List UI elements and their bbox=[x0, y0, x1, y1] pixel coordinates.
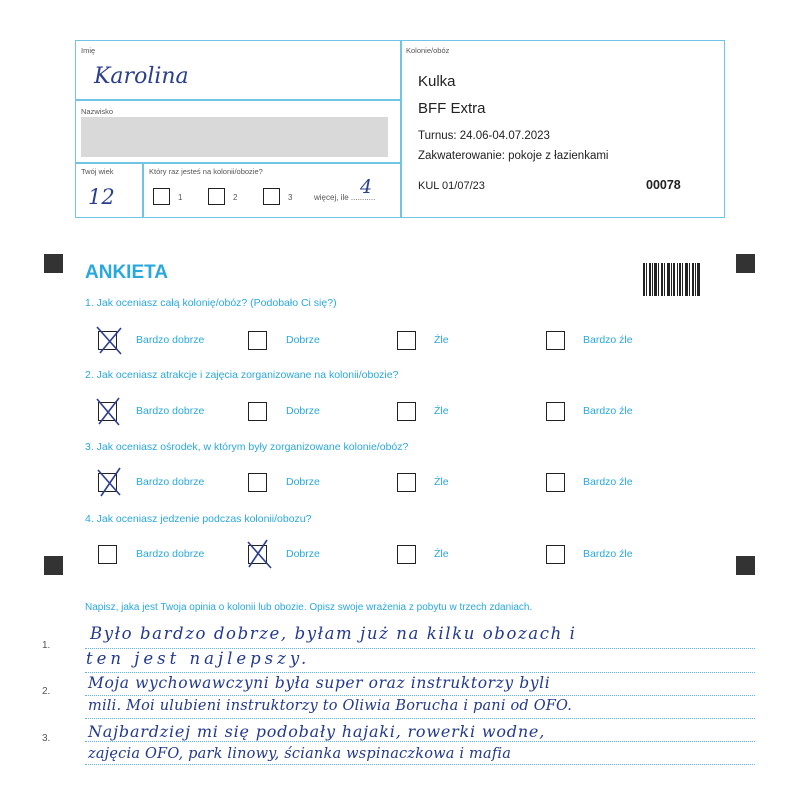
q3-option-bardzo-zle: Bardzo źle bbox=[583, 476, 633, 488]
q2-checkbox-bardzo-dobrze[interactable] bbox=[98, 402, 117, 421]
q4-option-zle: Źle bbox=[434, 548, 449, 560]
surname-redacted bbox=[81, 117, 388, 157]
q3-checkbox-bardzo-dobrze[interactable] bbox=[98, 473, 117, 492]
writing-line bbox=[85, 695, 755, 696]
registration-marker bbox=[736, 556, 755, 575]
q2-option-zle: Źle bbox=[434, 405, 449, 417]
question-2: 2. Jak oceniasz atrakcje i zajęcia zorganizowane na kolonii/obozie? bbox=[85, 369, 399, 381]
opinion-line-4[interactable]: mili. Moi ulubieni instruktorzy to Oliwia Borucha i pani od OFO. bbox=[88, 698, 573, 714]
line-number: 1. bbox=[42, 640, 51, 651]
times-option-1: 1 bbox=[178, 193, 183, 202]
times-checkbox-3[interactable] bbox=[263, 188, 280, 205]
check-x-icon bbox=[95, 397, 123, 427]
line-number: 3. bbox=[42, 733, 51, 744]
q1-checkbox-bardzo-dobrze[interactable] bbox=[98, 331, 117, 350]
check-x-icon bbox=[245, 540, 273, 570]
times-checkbox-2[interactable] bbox=[208, 188, 225, 205]
header-row-divider bbox=[75, 162, 400, 164]
camp-code: KUL 01/07/23 bbox=[418, 180, 485, 192]
q2-option-bardzo-zle: Bardzo źle bbox=[583, 405, 633, 417]
name-value[interactable]: Karolina bbox=[94, 64, 189, 89]
q2-checkbox-dobrze[interactable] bbox=[248, 402, 267, 421]
camp-name: Kulka bbox=[418, 73, 456, 90]
q2-checkbox-bardzo-zle[interactable] bbox=[546, 402, 565, 421]
check-x-icon bbox=[95, 468, 123, 498]
registration-marker bbox=[44, 254, 63, 273]
opinion-line-5[interactable]: Najbardziej mi się podobały hajaki, rowerki wodne, bbox=[88, 722, 546, 741]
q2-option-dobrze: Dobrze bbox=[286, 405, 320, 417]
q4-option-bardzo-dobrze: Bardzo dobrze bbox=[136, 548, 205, 560]
times-option-2: 2 bbox=[233, 193, 238, 202]
line-number: 2. bbox=[42, 686, 51, 697]
q3-option-zle: Źle bbox=[434, 476, 449, 488]
opinion-line-1[interactable]: Było bardzo dobrze, byłam już na kilku obozach i bbox=[90, 624, 577, 643]
q4-checkbox-zle[interactable] bbox=[397, 545, 416, 564]
times-checkbox-1[interactable] bbox=[153, 188, 170, 205]
q1-checkbox-bardzo-zle[interactable] bbox=[546, 331, 565, 350]
q1-option-bardzo-zle: Bardzo źle bbox=[583, 334, 633, 346]
surname-label: Nazwisko bbox=[81, 107, 114, 116]
survey-title: ANKIETA bbox=[85, 262, 169, 283]
writing-line bbox=[85, 741, 755, 742]
q1-option-zle: Źle bbox=[434, 334, 449, 346]
name-label: Imię bbox=[81, 46, 96, 55]
camp-program: BFF Extra bbox=[418, 100, 486, 117]
q4-option-dobrze: Dobrze bbox=[286, 548, 320, 560]
q1-option-dobrze: Dobrze bbox=[286, 334, 320, 346]
opinion-line-6[interactable]: zajęcia OFO, park linowy, ścianka wspinaczkowa i mafia bbox=[88, 746, 512, 762]
question-3: 3. Jak oceniasz ośrodek, w którym były zorganizowane kolonie/obóz? bbox=[85, 441, 409, 453]
q3-option-bardzo-dobrze: Bardzo dobrze bbox=[136, 476, 205, 488]
q4-option-bardzo-zle: Bardzo źle bbox=[583, 548, 633, 560]
q3-checkbox-zle[interactable] bbox=[397, 473, 416, 492]
q4-checkbox-bardzo-dobrze[interactable] bbox=[98, 545, 117, 564]
age-divider bbox=[142, 162, 144, 218]
times-more-value[interactable]: 4 bbox=[360, 176, 373, 198]
header-row-divider bbox=[75, 99, 400, 101]
writing-line bbox=[85, 718, 755, 719]
barcode-icon bbox=[643, 263, 700, 296]
q4-checkbox-bardzo-zle[interactable] bbox=[546, 545, 565, 564]
opinion-prompt: Napisz, jaka jest Twoja opinia o kolonii lub obozie. Opisz swoje wrażenia z pobytu w trzech zdaniach. bbox=[85, 602, 533, 613]
question-1: 1. Jak oceniasz całą kolonię/obóz? (Podobało Ci się?) bbox=[85, 297, 337, 309]
check-x-icon bbox=[95, 326, 123, 356]
times-option-3: 3 bbox=[288, 193, 293, 202]
writing-line bbox=[85, 764, 755, 765]
writing-line bbox=[85, 672, 755, 673]
opinion-line-3[interactable]: Moja wychowawczyni była super oraz instruktorzy byli bbox=[88, 674, 551, 692]
turnus-text: Turnus: 24.06-04.07.2023 bbox=[418, 130, 550, 142]
q1-option-bardzo-dobrze: Bardzo dobrze bbox=[136, 334, 205, 346]
q3-checkbox-dobrze[interactable] bbox=[248, 473, 267, 492]
camp-label: Kolonie/obóz bbox=[406, 46, 450, 55]
opinion-line-2[interactable]: ten jest najlepszy. bbox=[86, 649, 311, 668]
q1-checkbox-dobrze[interactable] bbox=[248, 331, 267, 350]
age-value[interactable]: 12 bbox=[88, 185, 115, 209]
q3-checkbox-bardzo-zle[interactable] bbox=[546, 473, 565, 492]
q3-option-dobrze: Dobrze bbox=[286, 476, 320, 488]
accommodation-text: Zakwaterowanie: pokoje z łazienkami bbox=[418, 150, 609, 162]
q2-option-bardzo-dobrze: Bardzo dobrze bbox=[136, 405, 205, 417]
q1-checkbox-zle[interactable] bbox=[397, 331, 416, 350]
times-label: Który raz jesteś na kolonii/obozie? bbox=[149, 167, 263, 176]
header-divider bbox=[400, 40, 402, 218]
registration-marker bbox=[44, 556, 63, 575]
q4-checkbox-dobrze[interactable] bbox=[248, 545, 267, 564]
registration-marker bbox=[736, 254, 755, 273]
form-number: 00078 bbox=[646, 178, 681, 192]
age-label: Twój wiek bbox=[81, 167, 114, 176]
times-more-label: więcej, ile ........... bbox=[314, 193, 376, 202]
question-4: 4. Jak oceniasz jedzenie podczas kolonii/obozu? bbox=[85, 513, 312, 525]
q2-checkbox-zle[interactable] bbox=[397, 402, 416, 421]
